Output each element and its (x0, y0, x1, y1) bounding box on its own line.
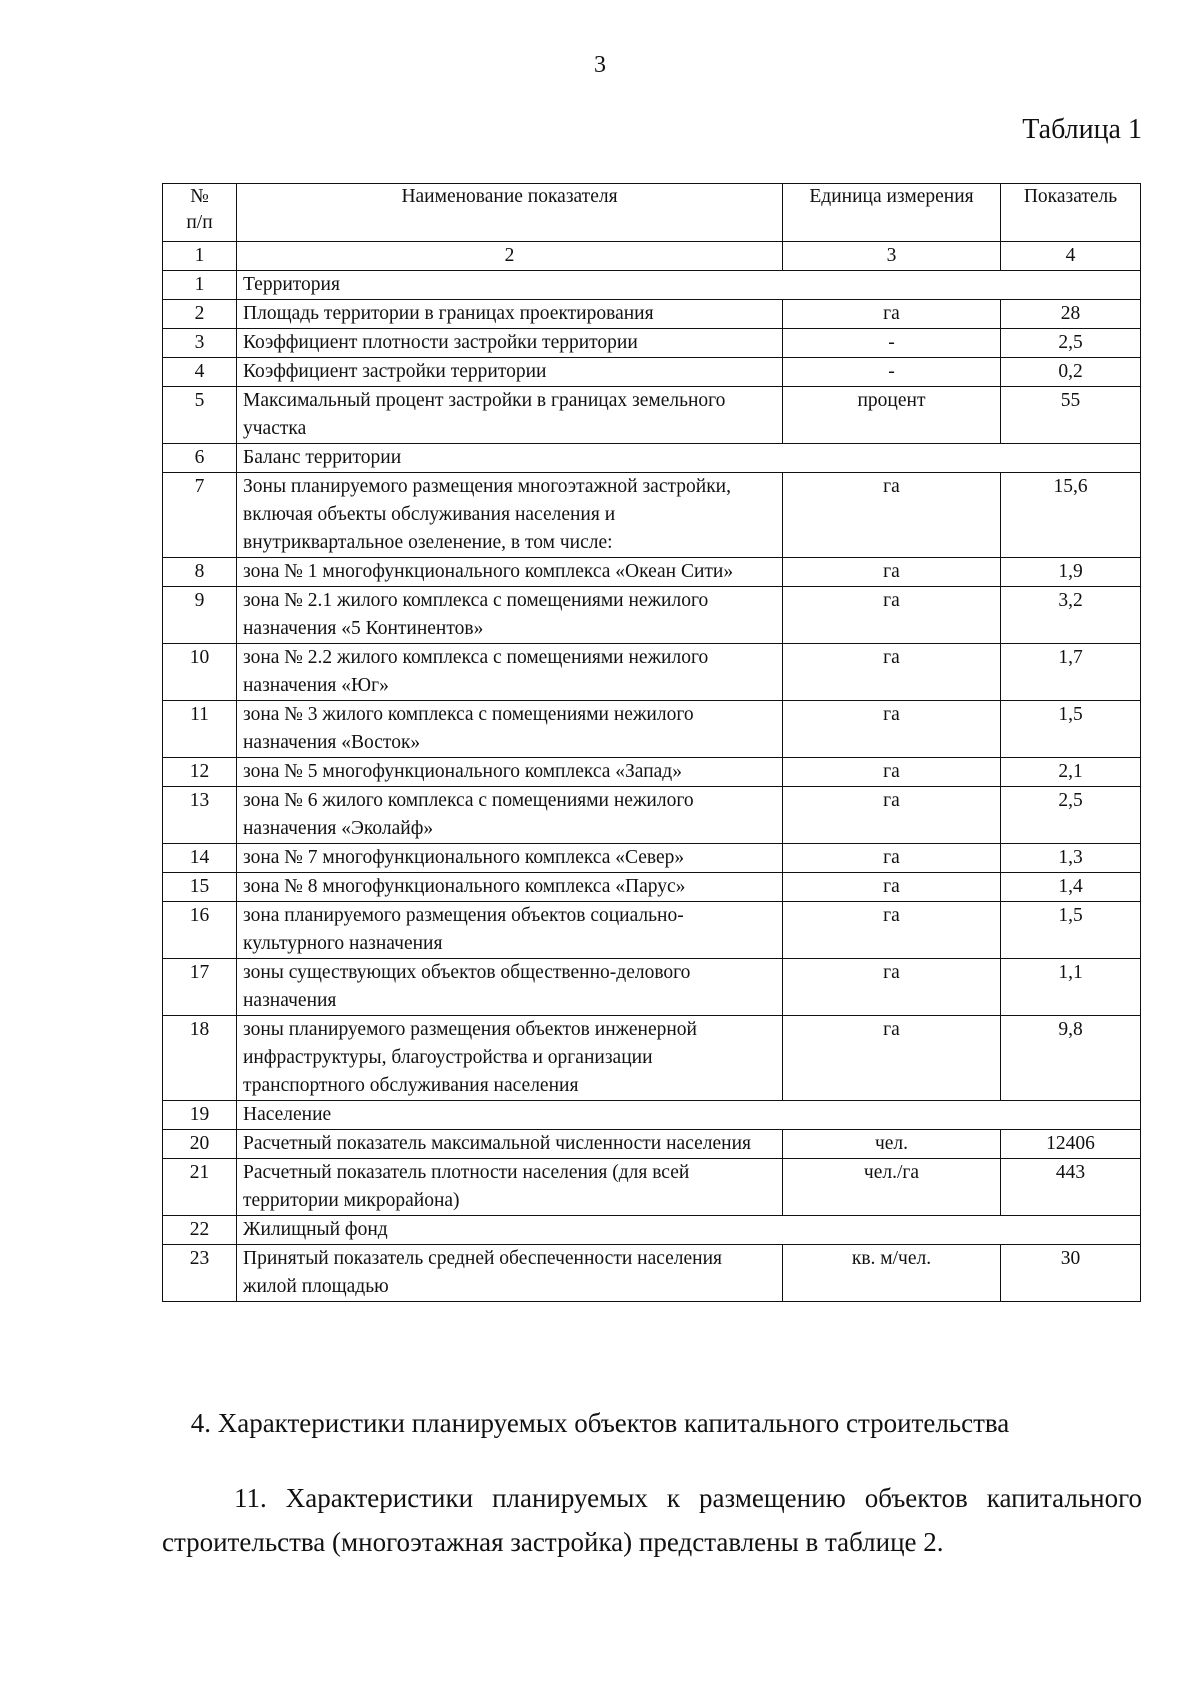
row-number: 22 (163, 1216, 237, 1245)
unit-cell: - (783, 329, 1001, 358)
indicator-name: Площадь территории в границах проектирования (237, 300, 783, 329)
table-row (163, 587, 1141, 644)
table-row (163, 558, 1141, 587)
indicator-name: зона № 8 многофункционального комплекса «Парус» (237, 873, 783, 902)
unit-cell: га (783, 787, 1001, 844)
table-row (163, 873, 1141, 902)
header-value: Показатель (1001, 184, 1141, 242)
row-number: 8 (163, 558, 237, 587)
value-cell: 1,1 (1001, 959, 1141, 1016)
value-cell: 55 (1001, 387, 1141, 444)
table-row (163, 787, 1141, 844)
table-row (163, 300, 1141, 329)
indicator-name: зоны планируемого размещения объектов инженерной инфраструктуры, благоустройства и организации транспортного обслуживания населения (237, 1016, 783, 1101)
unit-cell: га (783, 558, 1001, 587)
table-body (163, 271, 1141, 1302)
indicator-name: зоны существующих объектов общественно-делового назначения (237, 959, 783, 1016)
row-number: 11 (163, 701, 237, 758)
indicator-name: Зоны планируемого размещения многоэтажной застройки, включая объекты обслуживания населения и внутриквартальное озеленение, в том числе: (237, 473, 783, 558)
unit-cell: га (783, 959, 1001, 1016)
unit-cell: чел. (783, 1130, 1001, 1159)
unit-cell: кв. м/чел. (783, 1245, 1001, 1302)
unit-cell: га (783, 873, 1001, 902)
row-number: 18 (163, 1016, 237, 1101)
indicator-name: Расчетный показатель максимальной численности населения (237, 1130, 783, 1159)
column-numbers-row (163, 242, 1141, 271)
row-number: 15 (163, 873, 237, 902)
table-row (163, 644, 1141, 701)
row-number: 19 (163, 1101, 237, 1130)
value-cell: 0,2 (1001, 358, 1141, 387)
value-cell: 1,3 (1001, 844, 1141, 873)
column-number: 2 (237, 242, 783, 271)
unit-cell: га (783, 844, 1001, 873)
indicator-name: Коэффициент плотности застройки территории (237, 329, 783, 358)
value-cell: 9,8 (1001, 1016, 1141, 1101)
row-number: 5 (163, 387, 237, 444)
indicator-name: Максимальный процент застройки в границах земельного участка (237, 387, 783, 444)
table-row (163, 701, 1141, 758)
table-row (163, 473, 1141, 558)
row-number: 16 (163, 902, 237, 959)
indicator-name: зона № 2.2 жилого комплекса с помещениями нежилого назначения «Юг» (237, 644, 783, 701)
section-row (163, 444, 1141, 473)
table-row (163, 959, 1141, 1016)
section-title: Жилищный фонд (237, 1216, 1141, 1245)
header-number: № п/п (163, 184, 237, 242)
indicator-name: Расчетный показатель плотности населения (для всей территории микрорайона) (237, 1159, 783, 1216)
unit-cell: га (783, 1016, 1001, 1101)
indicator-name: зона № 5 многофункционального комплекса «Запад» (237, 758, 783, 787)
table-row (163, 902, 1141, 959)
value-cell: 1,5 (1001, 701, 1141, 758)
unit-cell: га (783, 644, 1001, 701)
indicator-name: зона планируемого размещения объектов социально-культурного назначения (237, 902, 783, 959)
row-number: 14 (163, 844, 237, 873)
value-cell: 1,4 (1001, 873, 1141, 902)
row-number: 6 (163, 444, 237, 473)
unit-cell: га (783, 473, 1001, 558)
table-row (163, 358, 1141, 387)
value-cell: 2,5 (1001, 787, 1141, 844)
section-row (163, 1101, 1141, 1130)
column-number: 1 (163, 242, 237, 271)
row-number: 10 (163, 644, 237, 701)
value-cell: 30 (1001, 1245, 1141, 1302)
row-number: 7 (163, 473, 237, 558)
indicators-table (162, 183, 1141, 1302)
unit-cell: га (783, 701, 1001, 758)
unit-cell: га (783, 758, 1001, 787)
value-cell: 12406 (1001, 1130, 1141, 1159)
row-number: 4 (163, 358, 237, 387)
row-number: 12 (163, 758, 237, 787)
unit-cell: процент (783, 387, 1001, 444)
value-cell: 15,6 (1001, 473, 1141, 558)
row-number: 3 (163, 329, 237, 358)
column-number: 4 (1001, 242, 1141, 271)
header-name: Наименование показателя (237, 184, 783, 242)
table-row (163, 329, 1141, 358)
row-number: 1 (163, 271, 237, 300)
section-title: Баланс территории (237, 444, 1141, 473)
table-row (163, 387, 1141, 444)
indicator-name: Коэффициент застройки территории (237, 358, 783, 387)
table-row (163, 844, 1141, 873)
unit-cell: га (783, 300, 1001, 329)
indicator-name: зона № 7 многофункционального комплекса «Север» (237, 844, 783, 873)
value-cell: 1,7 (1001, 644, 1141, 701)
indicator-name: зона № 3 жилого комплекса с помещениями нежилого назначения «Восток» (237, 701, 783, 758)
row-number: 2 (163, 300, 237, 329)
section-heading: 4. Характеристики планируемых объектов капитального строительства (190, 1408, 1010, 1438)
table-header-row (163, 184, 1141, 242)
table-caption: Таблица 1 (1022, 114, 1142, 145)
indicator-name: зона № 1 многофункционального комплекса «Океан Сити» (237, 558, 783, 587)
value-cell: 28 (1001, 300, 1141, 329)
unit-cell: га (783, 587, 1001, 644)
header-unit: Единица измерения (783, 184, 1001, 242)
row-number: 23 (163, 1245, 237, 1302)
row-number: 21 (163, 1159, 237, 1216)
indicator-name: зона № 6 жилого комплекса с помещениями нежилого назначения «Эколайф» (237, 787, 783, 844)
section-row (163, 271, 1141, 300)
indicator-name: Принятый показатель средней обеспеченности населения жилой площадью (237, 1245, 783, 1302)
table-row (163, 1159, 1141, 1216)
value-cell: 3,2 (1001, 587, 1141, 644)
unit-cell: га (783, 902, 1001, 959)
unit-cell: чел./га (783, 1159, 1001, 1216)
table-row (163, 1130, 1141, 1159)
value-cell: 2,5 (1001, 329, 1141, 358)
section-title: Территория (237, 271, 1141, 300)
row-number: 13 (163, 787, 237, 844)
unit-cell: - (783, 358, 1001, 387)
section-title: Население (237, 1101, 1141, 1130)
row-number: 20 (163, 1130, 237, 1159)
value-cell: 2,1 (1001, 758, 1141, 787)
section-row (163, 1216, 1141, 1245)
value-cell: 443 (1001, 1159, 1141, 1216)
page-number: 3 (594, 52, 606, 78)
table-row (163, 758, 1141, 787)
row-number: 17 (163, 959, 237, 1016)
value-cell: 1,9 (1001, 558, 1141, 587)
indicator-name: зона № 2.1 жилого комплекса с помещениями нежилого назначения «5 Континентов» (237, 587, 783, 644)
value-cell: 1,5 (1001, 902, 1141, 959)
body-paragraph: 11. Характеристики планируемых к размещению объектов капитального строительства (многоэтажная застройка) представлены в таблице 2. (162, 1483, 1142, 1557)
table-row (163, 1245, 1141, 1302)
table-row (163, 1016, 1141, 1101)
row-number: 9 (163, 587, 237, 644)
column-number: 3 (783, 242, 1001, 271)
